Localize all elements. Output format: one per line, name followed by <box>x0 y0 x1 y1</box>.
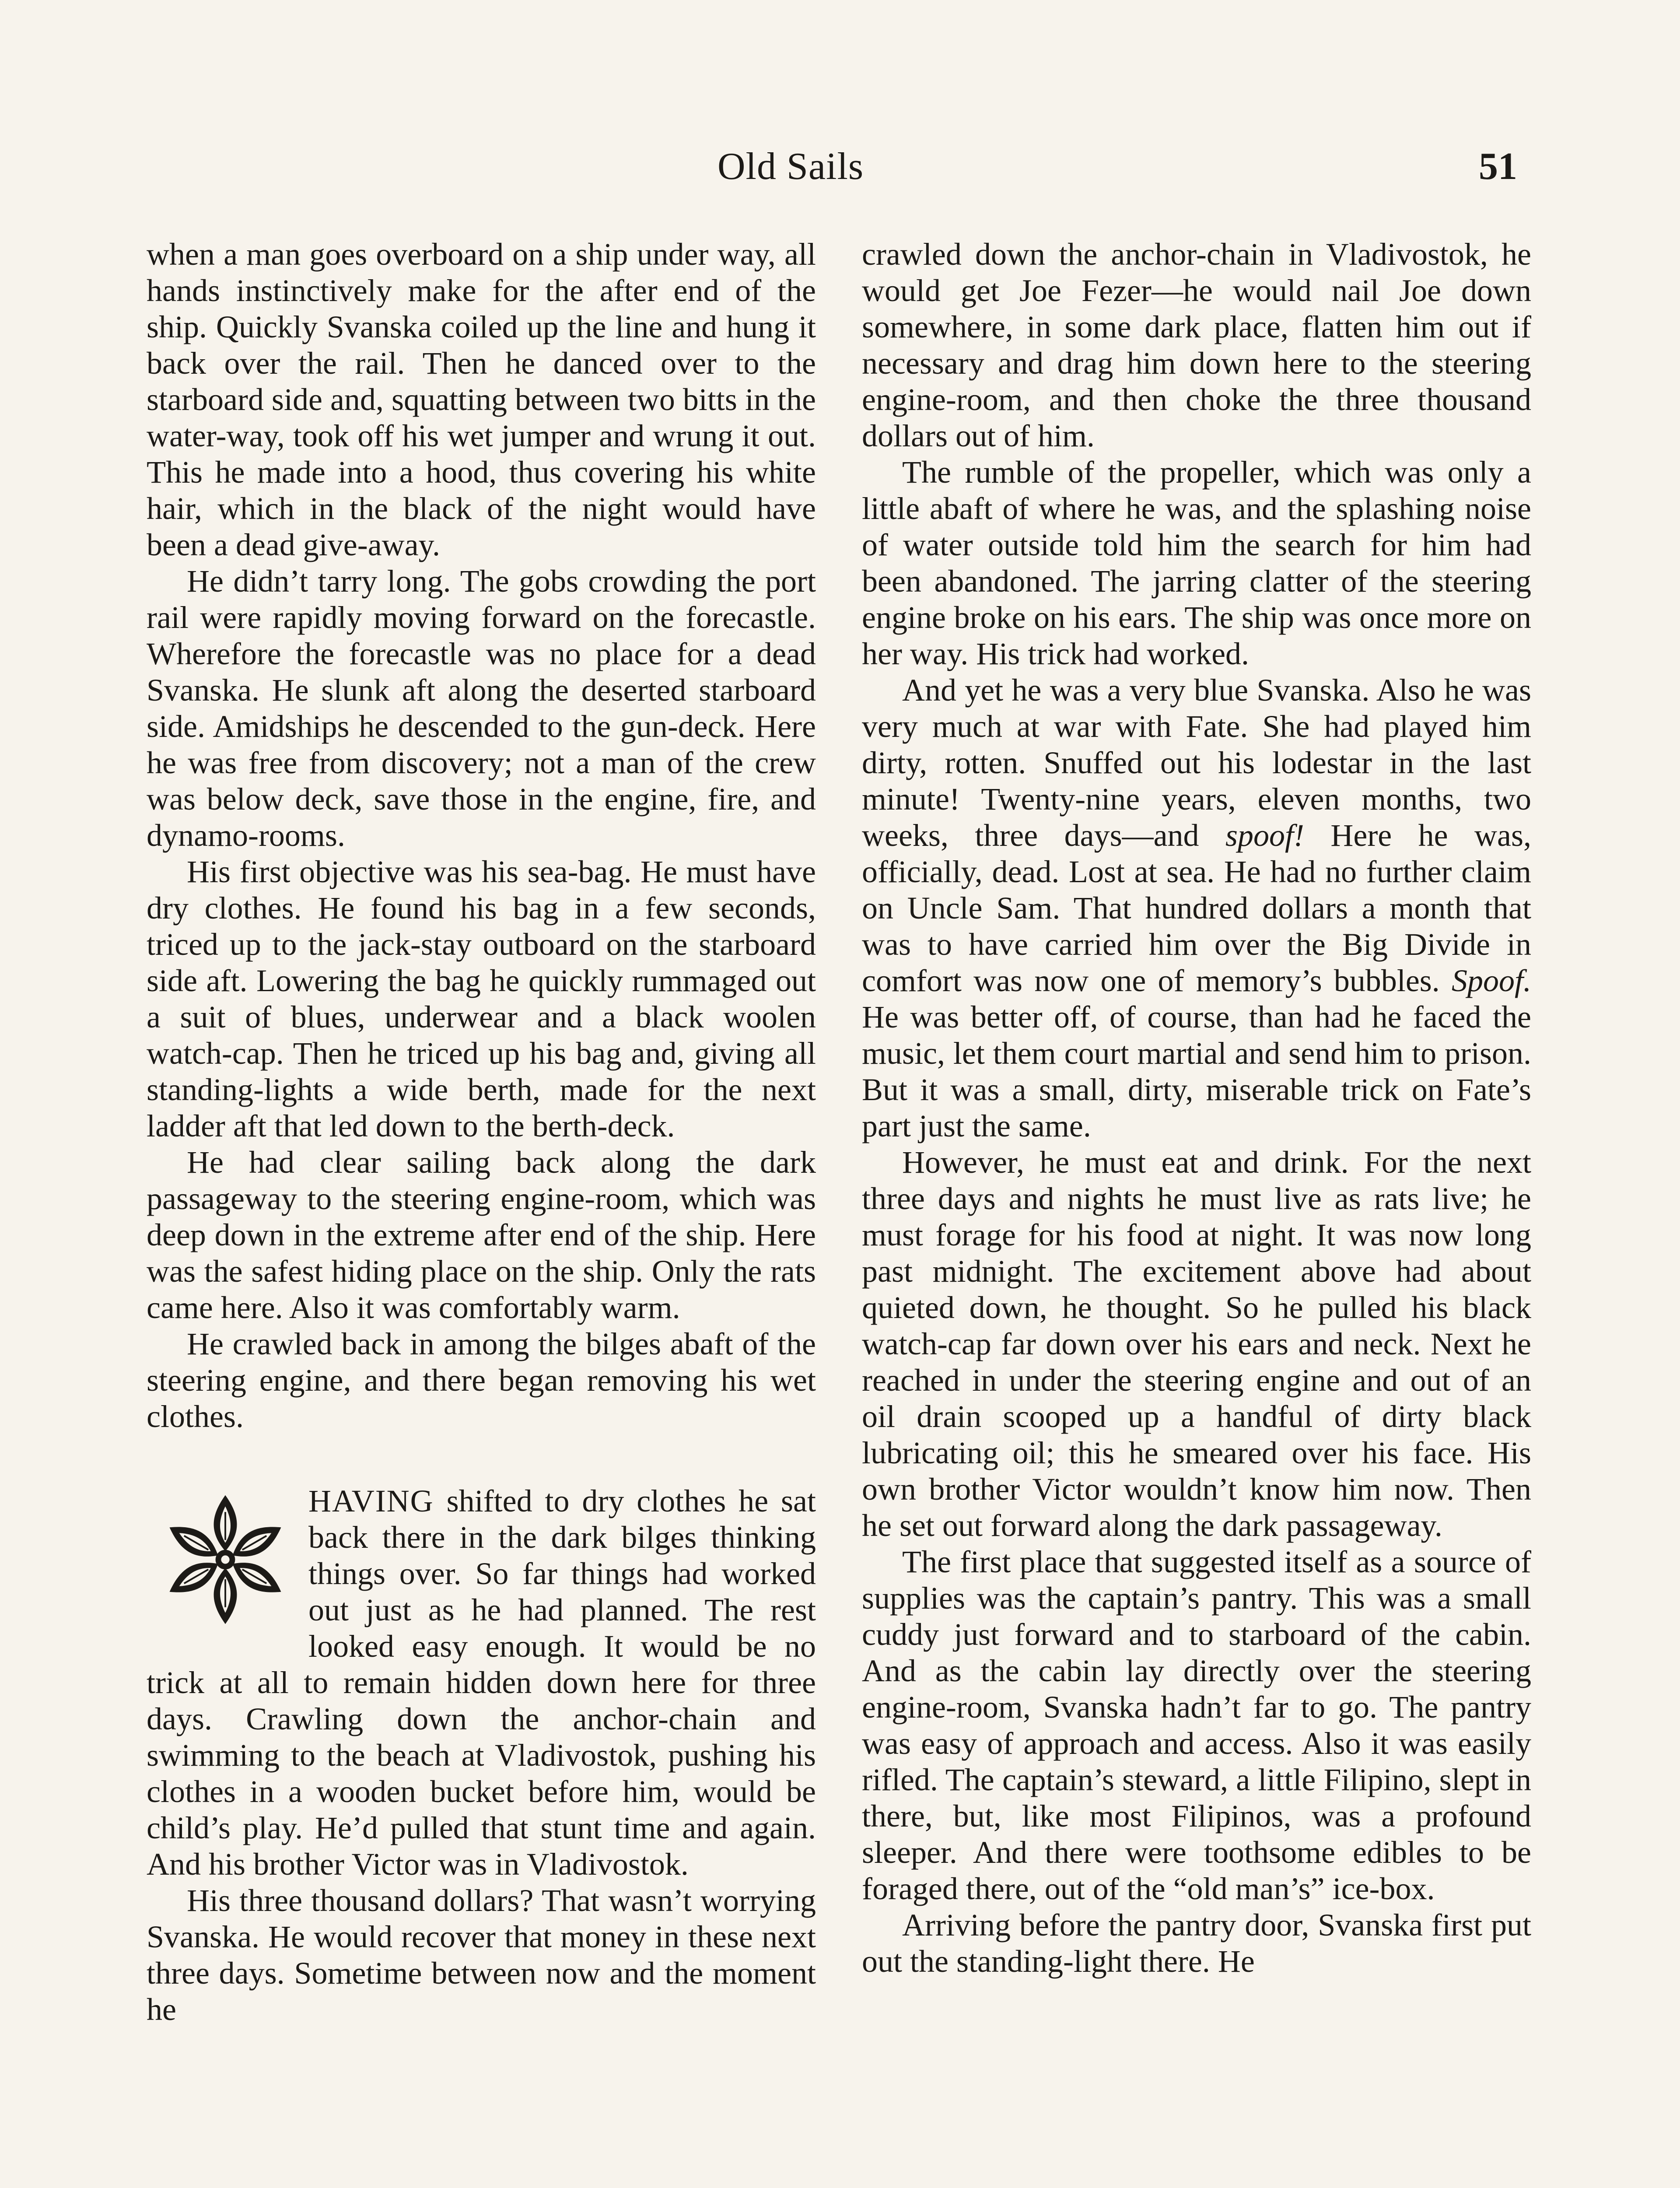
paragraph-text: shifted to dry clothes he sat back there in the dark bilges thinking things over. So far things had worked out just as he had planned. The rest looked easy enough. It would be no trick at all to remain hidden down here for three days. Crawling down the anchor-chain and swimming to the beach at Vladivostok, pushing his clothes in a wooden bucket before him, would be child’s play. He’d pulled that stunt time and again. And his brother Victor was in Vladivostok. <box>147 1483 816 1882</box>
paragraph <box>862 672 1531 1144</box>
paragraph: His three thousand dollars? That wasn’t worrying Svanska. He would recover that money in these next three days. Sometime between now and the moment he <box>147 1883 816 2027</box>
paragraph: crawled down the anchor-chain in Vladivostok, he would get Joe Fezer—he would nail Joe down somewhere, in some dark place, flatten him out if necessary and drag him down here to the steering engine-room, and then choke the three thousand dollars out of him. <box>862 237 1531 453</box>
paragraph: His first objective was his sea-bag. He must have dry clothes. He found his bag in a few seconds, triced up to the jack-stay outboard on the starboard side aft. Lowering the bag he quickly rummaged out a suit of blues, underwear and a black woolen watch-cap. Then he triced up his bag and, giving all standing-lights a wide berth, made for the next ladder aft that led down to the berth-deck. <box>147 854 816 1143</box>
section-break <box>147 1435 816 1483</box>
section-opening <box>147 1483 816 1883</box>
ornament-graphic <box>155 1487 295 1632</box>
running-head <box>0 144 1680 197</box>
paragraph: The first place that suggested itself as a source of supplies was the captain’s pantry. This was a small cuddy just forward and to starboard of the cabin. And as the cabin lay directly over the steering engine-room, Svanska hadn’t far to go. The pantry was easy of approach and access. Also it was easily rifled. The captain’s steward, a little Filipino, slept in there, but, like most Filipinos, was a profound sleeper. And there were toothsome edibles to be foraged there, out of the “old man’s” ice-box. <box>862 1544 1531 1906</box>
emphasis-text: Spoof. <box>1451 963 1531 998</box>
paragraph: The rumble of the propeller, which was only a little abaft of where he was, and the splashing noise of water outside told him the search for him had been abandoned. The jarring clatter of the steering engine broke on his ears. The ship was once more on her way. His trick had worked. <box>862 455 1531 671</box>
paragraph: However, he must eat and drink. For the next three days and nights he must live as rats live; he must forage for his food at night. It was now long past midnight. The excitement above had about quieted down, he thought. So he pulled his black watch-cap far down over his ears and neck. Next he reached in under the steering engine and out of an oil drain scooped up a handful of dirty black lubricating oil; this he smeared over his face. His own brother Victor wouldn’t know him now. Then he set out forward along the dark passageway. <box>862 1145 1531 1543</box>
page-number: 51 <box>1479 145 1517 188</box>
flower-ornament-icon <box>155 1487 295 1632</box>
page-running-title: Old Sails <box>718 145 864 188</box>
paragraph: Arriving before the pantry door, Svanska first put out the standing-light there. He <box>862 1907 1531 1979</box>
paragraph-text: He was better off, of course, than had he faced the music, let them court martial and send him to prison. But it was a small, dirty, miserable trick on Fate’s part just the same. <box>862 999 1531 1143</box>
paragraph-text: Here he was, officially, dead. Lost at sea. He had no further claim on Uncle Sam. That hundred dollars a month that was to have carried him over the Big Divide in comfort was now one of memory’s bubbles. <box>862 818 1531 998</box>
left-column <box>147 236 816 2028</box>
paragraph: when a man goes overboard on a ship under way, all hands instinctively make for the after end of the ship. Quickly Svanska coiled up the line and hung it back over the rail. Then he danced over to the starboard side and, squatting between two bitts in the water-way, took off his wet jumper and wrung it out. This he made into a hood, thus covering his white hair, which in the black of the night would have been a dead give-away. <box>147 237 816 562</box>
paragraph: He didn’t tarry long. The gobs crowding the port rail were rapidly moving forward on the forecastle. Wherefore the forecastle was no place for a dead Svanska. He slunk aft along the deserted starboard side. Amidships he descended to the gun-deck. Here he was free from discovery; not a man of the crew was below deck, save those in the engine, fire, and dynamo-rooms. <box>147 564 816 853</box>
paragraph: He had clear sailing back along the dark passageway to the steering engine-room, which was deep down in the extreme after end of the ship. Here was the safest hiding place on the ship. Only the rats came here. Also it was comfortably warm. <box>147 1145 816 1325</box>
emphasis-text: spoof! <box>1225 818 1304 853</box>
right-column <box>862 236 1531 1980</box>
paragraph-text: And yet he was a very blue Svanska. Also he was very much at war with Fate. She had played him dirty, rotten. Snuffed out his lodestar in the last minute! Twenty-nine years, eleven months, two weeks, three days—and <box>862 673 1531 853</box>
section-lead-word: HAVING <box>308 1483 434 1518</box>
paragraph: He crawled back in among the bilges abaft of the steering engine, and there began removing his wet clothes. <box>147 1326 816 1434</box>
